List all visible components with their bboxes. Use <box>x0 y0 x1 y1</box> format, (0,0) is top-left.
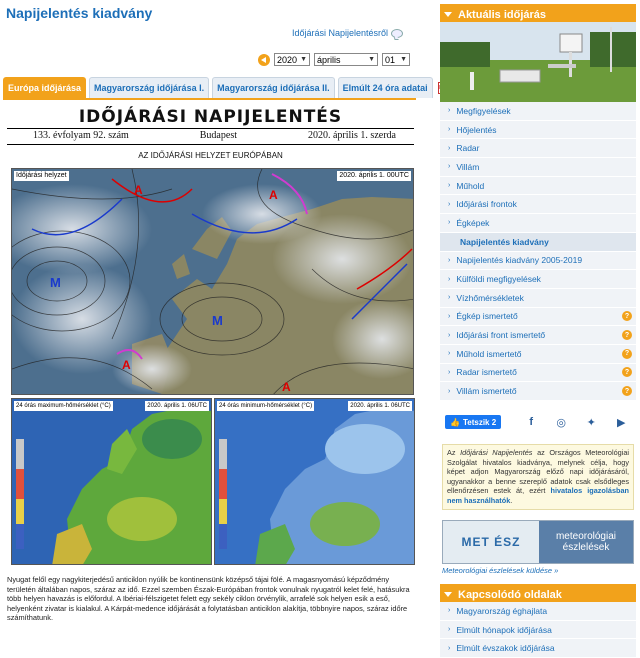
chevron-down-icon: ▼ <box>368 56 375 63</box>
menu-label: Villám ismertető <box>456 386 517 397</box>
menu-item-front-guide[interactable]: › Időjárási front ismertető ? <box>440 326 636 345</box>
tab-underline <box>3 98 416 100</box>
synoptic-map <box>11 168 414 395</box>
menu-label: Radar ismertető <box>456 367 517 378</box>
min-temperature-map-image <box>215 399 415 565</box>
menu-item-radar-guide[interactable]: › Radar ismertető ? <box>440 364 636 383</box>
related-pages-menu <box>440 602 636 658</box>
met-esz-banner[interactable] <box>442 520 634 564</box>
svg-text:A: A <box>134 183 143 197</box>
report-description: Nyugat felől egy nagykiterjedésű anticiklon nyúlik be kontinensünk középső tájai fölé. A magasnyomású képződmény területén általában napos, száraz az idő. Ezzel szemben Észak-Európában frontok vonulnak nyugatról kelet felé, hatásukra több helyen havazás is előfordul. A Ibériai-félszigetet felett egy sekély ciklon örvénylik, arrafelé sok helyen esik a eső, helyenként zivatar is kialakul. A Kárpát-medence időjárását a folytatásban anticiklon alakítja, többnyire napos, száraz időre számíthatunk. <box>7 575 410 623</box>
tab-hungary-1[interactable]: Magyarország időjárása I. <box>89 77 209 98</box>
met-esz-logo: MET ÉSZ <box>443 521 539 563</box>
menu-item-sky-guide[interactable]: › Égkép ismertető ? <box>440 308 636 327</box>
menu-item-satellite[interactable]: › Műhold <box>440 177 636 196</box>
youtube-icon[interactable]: ▶ <box>616 416 626 429</box>
instagram-icon[interactable]: ◎ <box>556 416 566 429</box>
previous-day-icon[interactable] <box>258 54 270 66</box>
like-label: Tetszik 2 <box>462 417 497 427</box>
help-icon[interactable]: ? <box>622 349 632 359</box>
year-value: 2020 <box>277 54 298 65</box>
menu-label: Villám <box>456 161 480 172</box>
map-label: 24 órás maximum-hőmérséklet (°C) <box>16 403 111 409</box>
map-date-label: 2020. április 1. 06UTC <box>350 403 410 409</box>
day-value: 01 <box>385 54 396 65</box>
related-pages-title: Kapcsolódó oldalak <box>458 588 562 601</box>
twitter-icon[interactable]: ✦ <box>586 416 596 429</box>
tab-hungary-2[interactable]: Magyarország időjárása II. <box>212 77 335 98</box>
menu-label: Radar <box>456 143 480 154</box>
info-text: az Országos Meteorológiai Szolgálat hivatalos kiadványa, melynek célja, hogy képet adjon Magyarország előző napi időjárásáról, ugyanakkor a benne szereplő adatok csak elsődleges ellenőrzésen estek át, ezért <box>447 448 629 495</box>
menu-label: Műhold ismertető <box>456 348 522 359</box>
about-link-label[interactable]: Időjárási Napijelentésről <box>292 28 389 38</box>
menu-item-lightning-guide[interactable]: › Villám ismertető ? <box>440 382 636 401</box>
help-icon[interactable]: ? <box>622 386 632 396</box>
svg-text:A: A <box>269 188 278 202</box>
chevron-down-icon: ▼ <box>400 56 407 63</box>
facebook-like-button[interactable] <box>445 415 501 429</box>
menu-item-past-months[interactable]: › Elmúlt hónapok időjárása <box>440 621 636 640</box>
menu-item-past-seasons[interactable]: › Elmúlt évszakok időjárása <box>440 639 636 658</box>
menu-item-observations[interactable]: › Megfigyelések <box>440 102 636 121</box>
day-select[interactable] <box>382 53 410 66</box>
svg-text:A: A <box>282 380 291 394</box>
report-page <box>7 103 414 633</box>
menu-label: Hőjelentés <box>456 124 497 135</box>
menu-item-satellite-guide[interactable]: › Műhold ismertető ? <box>440 345 636 364</box>
facebook-icon[interactable]: f <box>529 416 533 428</box>
thumbs-up-icon: 👍 <box>450 417 460 427</box>
map-date-label: 2020. április 1. 06UTC <box>147 403 207 409</box>
menu-item-heat-report[interactable]: › Hőjelentés <box>440 121 636 140</box>
about-link[interactable] <box>292 28 403 38</box>
max-temperature-map-image <box>12 399 212 565</box>
info-bold: hivatalos igazolásban nem használhatók <box>447 486 629 505</box>
report-meta <box>7 130 414 141</box>
met-text-line: észlelések <box>562 542 610 553</box>
menu-label: Megfigyelések <box>456 105 511 116</box>
speech-bubble-icon <box>391 29 403 38</box>
met-esz-text <box>539 531 633 553</box>
info-italic: Időjárási Napijelentés <box>460 448 533 457</box>
info-text: . <box>510 495 513 505</box>
report-title: IDŐJÁRÁSI NAPIJELENTÉS <box>78 107 343 127</box>
menu-label: Vízhőmérsékletek <box>456 292 524 303</box>
triangle-down-icon <box>444 12 452 17</box>
social-bar <box>440 413 636 431</box>
menu-label: Égkép ismertető <box>456 311 518 322</box>
menu-item-fronts[interactable]: › Időjárási frontok <box>440 195 636 214</box>
met-submit-link[interactable]: Meteorológiai észlelések küldése » <box>442 566 559 575</box>
menu-label: Égképek <box>456 217 490 228</box>
menu-section-daily-report[interactable]: Napijelentés kiadvány <box>440 233 636 252</box>
month-value: április <box>317 54 341 65</box>
divider <box>7 144 414 145</box>
info-text: Az <box>447 448 461 457</box>
menu-label: Elmúlt hónapok időjárása <box>456 624 552 635</box>
menu-item-foreign-observations[interactable]: › Külföldi megfigyelések <box>440 270 636 289</box>
tab-last-24h[interactable]: Elmúlt 24 óra adatai <box>338 77 433 98</box>
menu-item-lightning[interactable]: › Villám <box>440 158 636 177</box>
min-temperature-map <box>214 398 415 565</box>
max-temperature-map <box>11 398 212 565</box>
menu-item-radar[interactable]: › Radar <box>440 139 636 158</box>
current-weather-title: Aktuális időjárás <box>458 8 547 21</box>
weather-station-image <box>440 22 636 102</box>
map-label: 24 órás minimum-hőmérséklet (°C) <box>219 403 313 409</box>
menu-item-water-temperatures[interactable]: › Vízhőmérsékletek <box>440 289 636 308</box>
menu-item-archive[interactable]: › Napijelentés kiadvány 2005-2019 <box>440 252 636 271</box>
month-select[interactable] <box>314 53 378 66</box>
report-issue: 133. évfolyam 92. szám <box>33 130 129 141</box>
year-select[interactable] <box>274 53 310 66</box>
menu-item-sky-images[interactable]: › Égképek <box>440 214 636 233</box>
current-weather-menu <box>440 102 636 401</box>
menu-label: Napijelentés kiadvány 2005-2019 <box>456 255 583 266</box>
menu-label: Magyarország éghajlata <box>456 605 548 616</box>
menu-label: Műhold <box>456 180 485 191</box>
menu-item-climate[interactable]: › Magyarország éghajlata <box>440 602 636 621</box>
report-date: 2020. április 1. szerda <box>307 130 396 141</box>
page-title: Napijelentés kiadvány <box>6 5 153 21</box>
sidebar <box>440 0 640 658</box>
report-subtitle: AZ IDŐJÁRÁSI HELYZET EURÓPÁBAN <box>138 151 283 160</box>
svg-text:A: A <box>122 358 131 372</box>
report-place: Budapest <box>199 130 237 141</box>
divider <box>7 128 414 129</box>
chevron-down-icon: ▼ <box>300 56 307 63</box>
disclaimer-box <box>442 444 634 510</box>
map-date-label: 2020. április 1. 00UTC <box>339 172 409 179</box>
tab-bar <box>3 77 450 98</box>
synoptic-map-image <box>12 169 414 395</box>
met-text-line: meteorológiai <box>555 531 617 542</box>
menu-label: Külföldi megfigyelések <box>456 274 541 285</box>
svg-text:M: M <box>50 275 61 290</box>
map-label: Időjárási helyzet <box>16 172 67 179</box>
menu-label: Időjárási front ismertető <box>456 330 546 341</box>
triangle-down-icon <box>444 592 452 597</box>
menu-label: Időjárási frontok <box>456 199 517 210</box>
menu-label: Elmúlt évszakok időjárása <box>456 643 555 654</box>
tab-europe[interactable]: Európa időjárása <box>3 77 86 98</box>
help-icon[interactable]: ? <box>622 330 632 340</box>
help-icon[interactable]: ? <box>622 311 632 321</box>
date-selector <box>258 53 410 66</box>
svg-text:M: M <box>212 313 223 328</box>
weather-station-photo <box>440 22 636 102</box>
help-icon[interactable]: ? <box>622 367 632 377</box>
